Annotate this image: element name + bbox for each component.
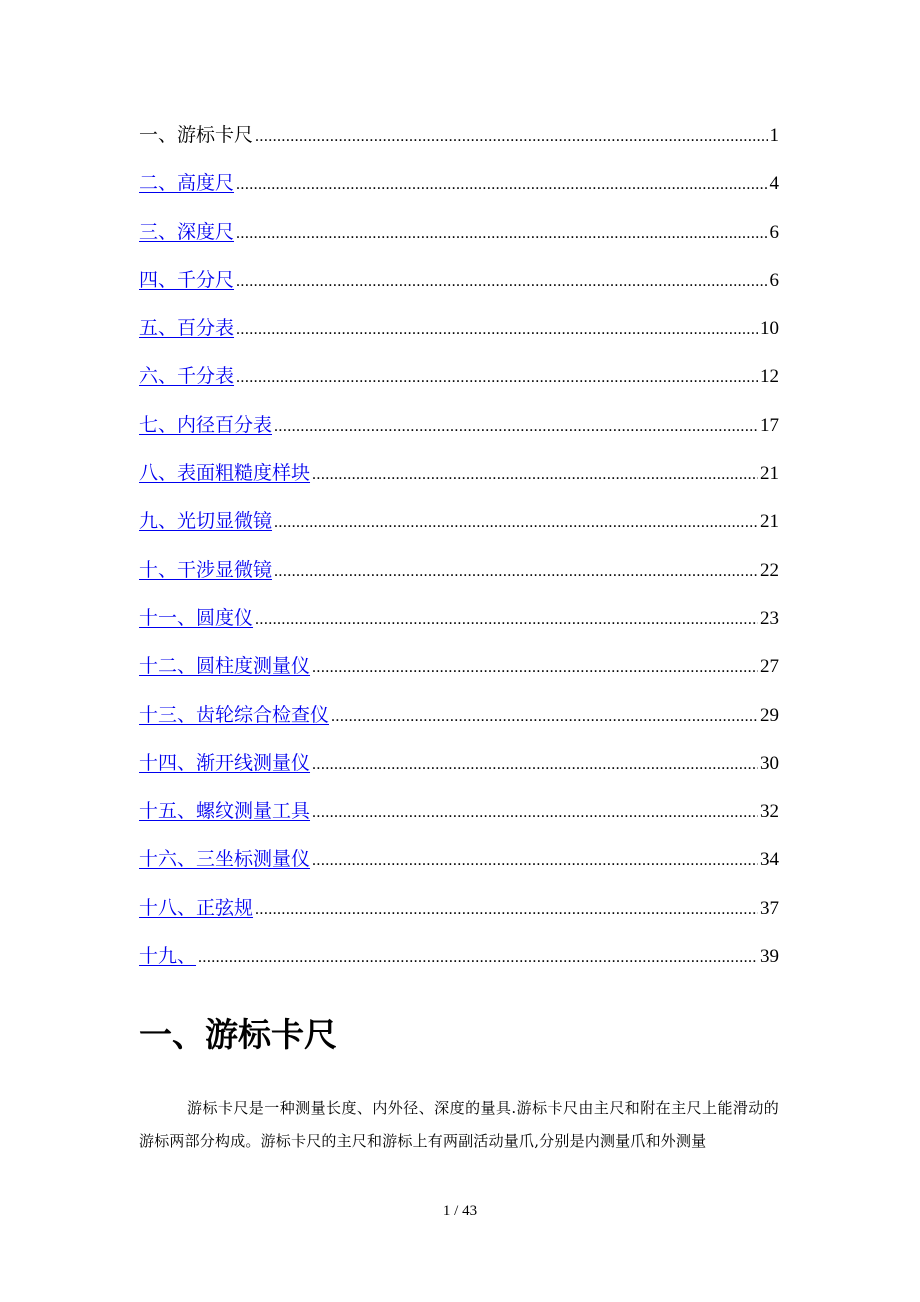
toc-entry[interactable] bbox=[139, 503, 779, 551]
toc-entry-title: 一、游标卡尺 bbox=[139, 124, 254, 146]
toc-entry[interactable] bbox=[139, 697, 779, 745]
toc-page-number: 17 bbox=[760, 414, 779, 436]
page-number-indicator: 1 / 43 bbox=[442, 1203, 478, 1219]
toc-page-number: 12 bbox=[760, 366, 779, 388]
toc-entry[interactable] bbox=[139, 358, 779, 406]
toc-entry[interactable] bbox=[139, 890, 779, 938]
toc-dot-leader bbox=[255, 119, 767, 155]
toc-dot-leader bbox=[236, 167, 767, 203]
toc-dot-leader bbox=[236, 216, 767, 252]
toc-page-number: 23 bbox=[760, 607, 779, 629]
toc-page-number: 27 bbox=[760, 656, 779, 678]
toc-entry-link[interactable]: 十九、 bbox=[139, 945, 197, 968]
toc-dot-leader bbox=[198, 940, 758, 976]
table-of-contents bbox=[139, 117, 779, 986]
toc-page-number: 29 bbox=[760, 704, 779, 726]
toc-dot-leader bbox=[236, 264, 767, 300]
toc-dot-leader bbox=[236, 360, 758, 396]
toc-dot-leader bbox=[255, 892, 758, 928]
toc-dot-leader bbox=[274, 554, 758, 590]
toc-dot-leader bbox=[255, 602, 758, 638]
toc-entry-link[interactable]: 六、千分表 bbox=[139, 365, 235, 388]
toc-entry-link[interactable]: 十四、渐开线测量仪 bbox=[139, 751, 311, 774]
toc-entry-link[interactable]: 十二、圆柱度测量仪 bbox=[139, 655, 311, 678]
toc-entry[interactable] bbox=[139, 552, 779, 600]
section-paragraph: 游标卡尺是一种测量长度、内外径、深度的量具.游标卡尺由主尺和附在主尺上能滑动的游标两部分构成。游标卡尺的主尺和游标上有两副活动量爪,分别是内测量爪和外测量 bbox=[139, 1099, 779, 1150]
toc-dot-leader bbox=[274, 409, 758, 445]
toc-dot-leader bbox=[312, 747, 758, 783]
toc-entry[interactable] bbox=[139, 841, 779, 889]
toc-dot-leader bbox=[274, 505, 758, 541]
toc-page-number: 6 bbox=[769, 221, 779, 243]
toc-entry[interactable] bbox=[139, 793, 779, 841]
toc-entry bbox=[139, 117, 779, 165]
toc-entry[interactable] bbox=[139, 745, 779, 793]
toc-page-number: 6 bbox=[769, 269, 779, 291]
toc-page-number: 21 bbox=[760, 463, 779, 485]
toc-entry[interactable] bbox=[139, 648, 779, 696]
toc-entry-link[interactable]: 十一、圆度仪 bbox=[139, 606, 254, 629]
toc-entry[interactable] bbox=[139, 214, 779, 262]
section-heading: 一、游标卡尺 bbox=[139, 1015, 337, 1054]
toc-entry[interactable] bbox=[139, 262, 779, 310]
toc-dot-leader bbox=[312, 795, 758, 831]
toc-dot-leader bbox=[331, 699, 758, 735]
toc-page-number: 22 bbox=[760, 559, 779, 581]
toc-entry[interactable] bbox=[139, 407, 779, 455]
toc-entry-link[interactable]: 十三、齿轮综合检查仪 bbox=[139, 703, 330, 726]
toc-entry-link[interactable]: 十六、三坐标测量仪 bbox=[139, 848, 311, 871]
toc-entry-link[interactable]: 三、深度尺 bbox=[139, 220, 235, 243]
toc-entry[interactable] bbox=[139, 165, 779, 213]
toc-entry-link[interactable]: 八、表面粗糙度样块 bbox=[139, 462, 311, 485]
toc-dot-leader bbox=[312, 843, 758, 879]
toc-entry-link[interactable]: 十、干涉显微镜 bbox=[139, 558, 273, 581]
toc-dot-leader bbox=[312, 457, 758, 493]
toc-entry[interactable] bbox=[139, 310, 779, 358]
toc-entry-link[interactable]: 四、千分尺 bbox=[139, 268, 235, 291]
toc-page-number: 1 bbox=[769, 125, 779, 146]
toc-page-number: 21 bbox=[760, 511, 779, 533]
toc-page-number: 30 bbox=[760, 752, 779, 774]
toc-entry-link[interactable]: 五、百分表 bbox=[139, 317, 235, 340]
toc-entry[interactable] bbox=[139, 600, 779, 648]
toc-dot-leader bbox=[236, 312, 758, 348]
toc-page-number: 10 bbox=[760, 318, 779, 340]
toc-entry-link[interactable]: 十五、螺纹测量工具 bbox=[139, 800, 311, 823]
toc-entry[interactable] bbox=[139, 455, 779, 503]
toc-page-number: 4 bbox=[769, 173, 779, 195]
toc-page-number: 34 bbox=[760, 849, 779, 871]
toc-page-number: 37 bbox=[760, 897, 779, 919]
toc-page-number: 39 bbox=[760, 946, 779, 968]
toc-page-number: 32 bbox=[760, 801, 779, 823]
toc-entry-link[interactable]: 二、高度尺 bbox=[139, 172, 235, 195]
toc-entry-link[interactable]: 七、内径百分表 bbox=[139, 413, 273, 436]
toc-entry-link[interactable]: 十八、正弦规 bbox=[139, 896, 254, 919]
toc-dot-leader bbox=[312, 650, 758, 686]
toc-entry[interactable] bbox=[139, 938, 779, 986]
toc-entry-link[interactable]: 九、光切显微镜 bbox=[139, 510, 273, 533]
